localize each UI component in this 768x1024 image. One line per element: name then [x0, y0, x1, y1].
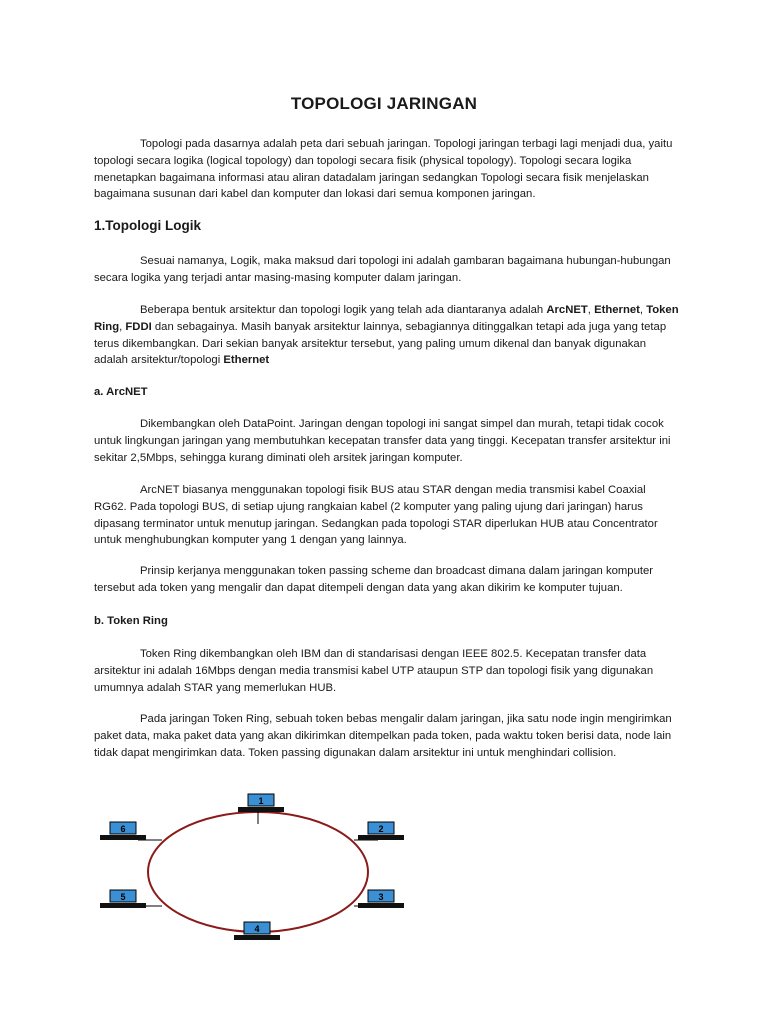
page-title: TOPOLOGI JARINGAN — [290, 94, 478, 113]
ring-cable — [148, 812, 368, 932]
token-ring-paragraph-2: Pada jaringan Token Ring, sebuah token bebas mengalir dalam jaringan, jika satu node ingin mengirimkan paket data, maka paket data yang akan dikirimkan ditempelkan pada token, pada waktu token berisi data, node lain tidak dapat mengirimkan data. Token passing digunakan dalam arsitektur ini untuk menghindari collision. — [94, 713, 672, 759]
node-label: 4 — [254, 924, 260, 934]
arcnet-paragraph-3: Prinsip kerjanya menggunakan token passing scheme dan broadcast dimana dalam jaringan komputer tersebut ada token yang mengalir dan dapat ditempeli dengan data yang akan dikirim ke komputer tujuan. — [94, 565, 654, 594]
intro-paragraph: Topologi pada dasarnya adalah peta dari sebuah jaringan. Topologi jaringan terbagi lagi menjadi dua, yaitu topologi secara logika (logical topology) dan topologi secara fisik (physical topology). Topologi secara logika menetapkan bagaimana informasi atau aliran datadalam jaringan sedangkan Topologi secara fisik menjelaskan bagaimana susunan dari kabel dan komputer dan lokasi dari semua komponen jaringan. — [94, 138, 673, 201]
laptop-keyboard-icon — [100, 903, 146, 908]
laptop-node-1 — [238, 794, 284, 812]
laptop-keyboard-icon — [238, 807, 284, 812]
bold-fddi: FDDI — [125, 320, 152, 333]
p2-text-2: dan sebagainya. Masih banyak arsitektur lainnya, sebagiannya ditinggalkan tetapi ada juga yang tetap terus dikembangkan. Dari sekian banyak arsitektur tersebut, yang paling umum dikenal dan banyak digunakan adalah arsitektur/topologi — [94, 320, 667, 367]
bold-ethernet: Ethernet — [594, 304, 640, 316]
laptop-node-3 — [358, 890, 404, 908]
node-label: 6 — [120, 824, 126, 834]
bold-arcnet: ArcNET — [546, 304, 588, 316]
token-ring-diagram — [96, 790, 416, 950]
laptop-node-6 — [100, 822, 146, 840]
node-label: 5 — [120, 892, 126, 902]
arcnet-paragraph-1: Dikembangkan oleh DataPoint. Jaringan dengan topologi ini sangat simpel dan murah, tetapi tidak cocok untuk lingkungan jaringan yang membutuhkan kecepatan transfer data yang tinggi. Kecepatan transfer arsitektur ini sekitar 2,5Mbps, sehingga kurang diminati oleh arsitek jaringan komputer. — [94, 418, 671, 464]
section-heading-topologi-logik: 1.Topologi Logik — [94, 218, 201, 233]
arcnet-paragraph-2: ArcNET biasanya menggunakan topologi fisik BUS atau STAR dengan media transmisi kabel Coaxial RG62. Pada topologi BUS, di setiap ujung rangkaian kabel (2 komputer yang paling ujung dari jaringan) harus dipasang terminator untuk menutup jaringan. Sedangkan pada topologi STAR diperlukan HUB atau Concentrator untuk menghubungkan komputer yang 1 dengan yang lainnya. — [94, 484, 658, 547]
p2-sep-3: , — [119, 320, 126, 333]
section-heading-token-ring: b. Token Ring — [94, 615, 168, 627]
bold-token-ring: Token Ring — [94, 304, 679, 333]
token-ring-paragraph-1: Token Ring dikembangkan oleh IBM dan di standarisasi dengan IEEE 802.5. Kecepatan transfer data arsitektur ini adalah 16Mbps dengan media transmisi kabel UTP ataupun STP dan topologi fisik yang digunakan umumnya adalah STAR yang memerlukan HUB. — [94, 648, 654, 694]
laptop-keyboard-icon — [100, 835, 146, 840]
node-label: 1 — [258, 796, 264, 806]
topologi-logik-paragraph-1: Sesuai namanya, Logik, maka maksud dari topologi ini adalah gambaran bagaimana hubungan-hubungan secara logika yang terjadi antar masing-masing komputer dalam jaringan. — [94, 255, 671, 284]
laptop-keyboard-icon — [234, 935, 280, 940]
laptop-keyboard-icon — [358, 903, 404, 908]
bold-ethernet-end: Ethernet — [223, 354, 270, 367]
p2-sep-2: , — [639, 304, 647, 316]
node-label: 3 — [378, 892, 384, 902]
laptop-node-2 — [358, 822, 404, 840]
section-heading-arcnet: a. ArcNET — [94, 386, 148, 398]
p2-sep-1: , — [587, 304, 595, 316]
p2-text-1: Beberapa bentuk arsitektur dan topologi logik yang telah ada diantaranya adalah — [140, 304, 547, 316]
topologi-logik-paragraph-2 — [94, 302, 680, 369]
laptop-node-5 — [100, 890, 146, 908]
node-label: 2 — [378, 824, 384, 834]
laptop-keyboard-icon — [358, 835, 404, 840]
